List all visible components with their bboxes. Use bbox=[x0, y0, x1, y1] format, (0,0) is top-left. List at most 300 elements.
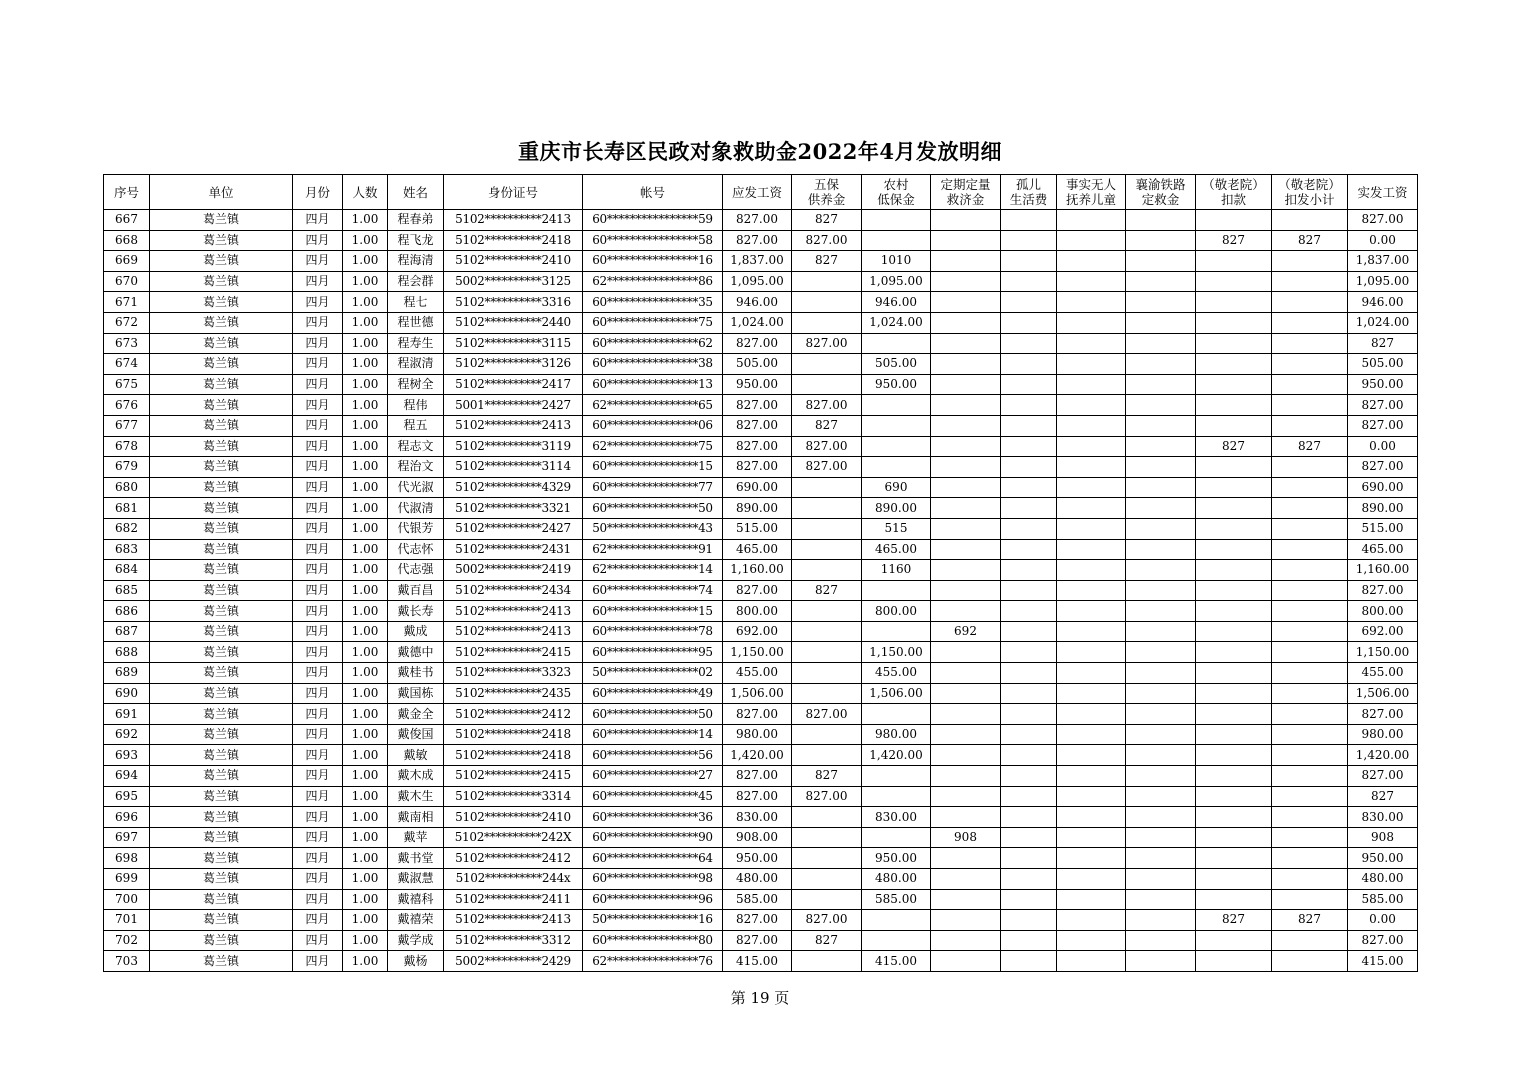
table-cell: 四月 bbox=[293, 786, 343, 807]
table-cell bbox=[1001, 477, 1057, 498]
table-cell: 1.00 bbox=[343, 869, 388, 890]
table-cell bbox=[1126, 374, 1196, 395]
table-cell: 四月 bbox=[293, 745, 343, 766]
table-cell: 908 bbox=[1348, 827, 1418, 848]
table-cell bbox=[1196, 766, 1272, 787]
table-cell: 1,506.00 bbox=[723, 683, 792, 704]
table-cell: 戴金全 bbox=[388, 704, 444, 725]
table-cell: 5001**********2427 bbox=[444, 395, 583, 416]
table-cell: 950.00 bbox=[1348, 374, 1418, 395]
table-cell bbox=[1272, 333, 1348, 354]
table-cell bbox=[862, 457, 931, 478]
table-cell: 1,420.00 bbox=[723, 745, 792, 766]
table-cell bbox=[1126, 395, 1196, 416]
table-cell: 1.00 bbox=[343, 477, 388, 498]
table-cell: 四月 bbox=[293, 292, 343, 313]
table-cell: 60****************38 bbox=[583, 354, 723, 375]
table-cell: 827.00 bbox=[1348, 395, 1418, 416]
table-cell: 四月 bbox=[293, 951, 343, 972]
table-cell bbox=[1057, 354, 1126, 375]
table-cell: 702 bbox=[104, 930, 150, 951]
table-cell: 60****************78 bbox=[583, 621, 723, 642]
table-cell: 1.00 bbox=[343, 786, 388, 807]
table-cell bbox=[1001, 210, 1057, 231]
table-cell: 465.00 bbox=[1348, 539, 1418, 560]
table-cell bbox=[1057, 415, 1126, 436]
table-cell: 1.00 bbox=[343, 951, 388, 972]
table-cell bbox=[1272, 766, 1348, 787]
table-cell bbox=[1196, 663, 1272, 684]
table-cell bbox=[792, 374, 862, 395]
table-row bbox=[104, 601, 1418, 622]
table-cell: 5102**********242X bbox=[444, 827, 583, 848]
table-cell: 515.00 bbox=[1348, 518, 1418, 539]
table-cell bbox=[931, 415, 1001, 436]
table-cell: 1160 bbox=[862, 560, 931, 581]
table-cell: 1.00 bbox=[343, 745, 388, 766]
table-cell bbox=[1272, 271, 1348, 292]
table-cell: 827.00 bbox=[792, 436, 862, 457]
table-cell: 葛兰镇 bbox=[150, 477, 293, 498]
table-cell: 690.00 bbox=[1348, 477, 1418, 498]
table-cell: 葛兰镇 bbox=[150, 766, 293, 787]
table-cell: 程志文 bbox=[388, 436, 444, 457]
table-cell: 四月 bbox=[293, 848, 343, 869]
table-row bbox=[104, 786, 1418, 807]
table-cell bbox=[1272, 745, 1348, 766]
table-cell bbox=[792, 807, 862, 828]
table-cell: 827 bbox=[792, 766, 862, 787]
table-cell bbox=[1272, 724, 1348, 745]
table-cell: 60****************75 bbox=[583, 312, 723, 333]
table-cell: 827.00 bbox=[792, 230, 862, 251]
table-cell bbox=[1196, 704, 1272, 725]
table-cell: 5102**********2434 bbox=[444, 580, 583, 601]
table-cell: 1,506.00 bbox=[1348, 683, 1418, 704]
table-cell: 827 bbox=[1196, 230, 1272, 251]
table-cell: 1.00 bbox=[343, 766, 388, 787]
table-cell: 890.00 bbox=[723, 498, 792, 519]
table-cell bbox=[1057, 498, 1126, 519]
table-cell: 1.00 bbox=[343, 889, 388, 910]
table-cell: 827 bbox=[1272, 910, 1348, 931]
column-header: 实发工资 bbox=[1348, 175, 1418, 210]
table-cell bbox=[792, 869, 862, 890]
table-row bbox=[104, 951, 1418, 972]
table-cell: 950.00 bbox=[1348, 848, 1418, 869]
table-row bbox=[104, 374, 1418, 395]
table-cell bbox=[1126, 827, 1196, 848]
table-cell: 827.00 bbox=[1348, 210, 1418, 231]
table-cell: 1.00 bbox=[343, 539, 388, 560]
table-cell: 0.00 bbox=[1348, 230, 1418, 251]
table-cell bbox=[1272, 663, 1348, 684]
table-cell: 1.00 bbox=[343, 601, 388, 622]
table-row bbox=[104, 415, 1418, 436]
table-cell: 701 bbox=[104, 910, 150, 931]
table-cell bbox=[1057, 292, 1126, 313]
table-cell: 827.00 bbox=[792, 910, 862, 931]
table-cell bbox=[1057, 683, 1126, 704]
table-cell: 5102**********2427 bbox=[444, 518, 583, 539]
table-cell: 四月 bbox=[293, 704, 343, 725]
table-cell bbox=[931, 642, 1001, 663]
table-cell bbox=[1001, 415, 1057, 436]
table-cell: 690 bbox=[104, 683, 150, 704]
table-cell bbox=[1001, 230, 1057, 251]
table-cell bbox=[1057, 477, 1126, 498]
table-cell: 694 bbox=[104, 766, 150, 787]
table-cell: 677 bbox=[104, 415, 150, 436]
table-cell: 5002**********2419 bbox=[444, 560, 583, 581]
table-cell: 葛兰镇 bbox=[150, 869, 293, 890]
table-cell: 827.00 bbox=[723, 457, 792, 478]
table-cell: 830.00 bbox=[862, 807, 931, 828]
table-cell: 703 bbox=[104, 951, 150, 972]
table-cell: 葛兰镇 bbox=[150, 786, 293, 807]
table-cell: 5102**********2410 bbox=[444, 251, 583, 272]
table-cell: 890.00 bbox=[1348, 498, 1418, 519]
table-row bbox=[104, 560, 1418, 581]
table-cell bbox=[1272, 621, 1348, 642]
table-cell: 程治文 bbox=[388, 457, 444, 478]
table-cell: 葛兰镇 bbox=[150, 704, 293, 725]
table-cell: 1,420.00 bbox=[1348, 745, 1418, 766]
table-cell bbox=[792, 601, 862, 622]
table-cell bbox=[1057, 704, 1126, 725]
table-cell: 葛兰镇 bbox=[150, 457, 293, 478]
table-row bbox=[104, 292, 1418, 313]
table-cell bbox=[931, 848, 1001, 869]
table-cell bbox=[1057, 910, 1126, 931]
table-cell: 1,024.00 bbox=[1348, 312, 1418, 333]
table-cell bbox=[931, 477, 1001, 498]
table-cell bbox=[1196, 889, 1272, 910]
table-cell: 1.00 bbox=[343, 333, 388, 354]
table-cell: 5102**********2435 bbox=[444, 683, 583, 704]
table-cell: 四月 bbox=[293, 415, 343, 436]
table-cell: 827.00 bbox=[1348, 704, 1418, 725]
column-header: 五保 供养金 bbox=[792, 175, 862, 210]
table-cell: 950.00 bbox=[862, 374, 931, 395]
table-cell: 戴成 bbox=[388, 621, 444, 642]
table-row bbox=[104, 642, 1418, 663]
table-cell bbox=[1196, 539, 1272, 560]
table-cell bbox=[1272, 518, 1348, 539]
table-cell bbox=[1272, 869, 1348, 890]
table-cell bbox=[931, 869, 1001, 890]
table-cell bbox=[1126, 910, 1196, 931]
table-cell: 葛兰镇 bbox=[150, 210, 293, 231]
table-cell: 667 bbox=[104, 210, 150, 231]
table-cell bbox=[1057, 724, 1126, 745]
table-cell: 葛兰镇 bbox=[150, 580, 293, 601]
table-cell bbox=[1272, 807, 1348, 828]
table-cell: 980.00 bbox=[1348, 724, 1418, 745]
table-cell: 827 bbox=[792, 930, 862, 951]
table-cell: 四月 bbox=[293, 683, 343, 704]
table-cell: 827.00 bbox=[723, 766, 792, 787]
table-cell: 戴禧荣 bbox=[388, 910, 444, 931]
table-cell: 四月 bbox=[293, 869, 343, 890]
table-cell bbox=[1272, 786, 1348, 807]
table-cell bbox=[1196, 477, 1272, 498]
table-body bbox=[104, 210, 1418, 972]
table-cell bbox=[1272, 292, 1348, 313]
table-cell: 1.00 bbox=[343, 724, 388, 745]
table-cell: 480.00 bbox=[723, 869, 792, 890]
table-cell bbox=[1272, 827, 1348, 848]
table-cell: 685 bbox=[104, 580, 150, 601]
table-cell bbox=[1196, 683, 1272, 704]
table-cell: 5102**********244x bbox=[444, 869, 583, 890]
table-cell: 670 bbox=[104, 271, 150, 292]
table-cell bbox=[792, 683, 862, 704]
table-cell: 程树全 bbox=[388, 374, 444, 395]
table-cell: 1.00 bbox=[343, 312, 388, 333]
table-cell bbox=[1001, 292, 1057, 313]
table-row bbox=[104, 333, 1418, 354]
table-cell: 946.00 bbox=[1348, 292, 1418, 313]
table-cell: 程五 bbox=[388, 415, 444, 436]
table-cell bbox=[931, 230, 1001, 251]
table-cell bbox=[1001, 560, 1057, 581]
table-cell bbox=[1057, 210, 1126, 231]
table-cell: 60****************06 bbox=[583, 415, 723, 436]
table-cell bbox=[1001, 601, 1057, 622]
table-cell bbox=[1057, 580, 1126, 601]
table-cell bbox=[862, 395, 931, 416]
table-row bbox=[104, 930, 1418, 951]
table-cell bbox=[1001, 766, 1057, 787]
table-cell: 四月 bbox=[293, 477, 343, 498]
table-cell bbox=[1057, 642, 1126, 663]
table-cell: 程世德 bbox=[388, 312, 444, 333]
table-cell bbox=[1272, 457, 1348, 478]
table-cell: 690 bbox=[862, 477, 931, 498]
table-cell bbox=[1001, 704, 1057, 725]
table-cell: 1.00 bbox=[343, 374, 388, 395]
table-cell: 827.00 bbox=[1348, 457, 1418, 478]
table-cell bbox=[1126, 580, 1196, 601]
table-cell: 1,024.00 bbox=[862, 312, 931, 333]
table-cell bbox=[1057, 436, 1126, 457]
table-cell: 葛兰镇 bbox=[150, 539, 293, 560]
table-cell bbox=[1057, 539, 1126, 560]
table-cell bbox=[1126, 333, 1196, 354]
table-row bbox=[104, 827, 1418, 848]
table-row bbox=[104, 498, 1418, 519]
column-header: 孤儿 生活费 bbox=[1001, 175, 1057, 210]
table-cell bbox=[1272, 642, 1348, 663]
table-cell bbox=[1196, 930, 1272, 951]
table-cell bbox=[1001, 663, 1057, 684]
table-cell: 程会群 bbox=[388, 271, 444, 292]
table-cell bbox=[1272, 560, 1348, 581]
table-cell: 葛兰镇 bbox=[150, 642, 293, 663]
table-cell: 代志怀 bbox=[388, 539, 444, 560]
table-cell bbox=[862, 910, 931, 931]
table-cell: 戴淑慧 bbox=[388, 869, 444, 890]
table-cell: 四月 bbox=[293, 663, 343, 684]
table-cell bbox=[792, 271, 862, 292]
table-cell: 葛兰镇 bbox=[150, 930, 293, 951]
table-cell bbox=[931, 724, 1001, 745]
table-cell: 四月 bbox=[293, 395, 343, 416]
table-cell bbox=[1057, 663, 1126, 684]
table-cell: 戴禧科 bbox=[388, 889, 444, 910]
table-cell: 四月 bbox=[293, 642, 343, 663]
table-cell: 5102**********2413 bbox=[444, 415, 583, 436]
table-cell: 葛兰镇 bbox=[150, 889, 293, 910]
table-cell: 5102**********2411 bbox=[444, 889, 583, 910]
table-cell bbox=[931, 601, 1001, 622]
table-cell bbox=[1126, 230, 1196, 251]
table-cell bbox=[1057, 951, 1126, 972]
table-cell: 1.00 bbox=[343, 457, 388, 478]
table-cell: 827 bbox=[1272, 436, 1348, 457]
table-cell: 827.00 bbox=[792, 457, 862, 478]
page-title: 重庆市长寿区民政对象救助金2022年4月发放明细 bbox=[517, 139, 1003, 164]
table-cell: 62****************91 bbox=[583, 539, 723, 560]
table-cell: 葛兰镇 bbox=[150, 724, 293, 745]
table-cell: 程七 bbox=[388, 292, 444, 313]
table-cell bbox=[931, 292, 1001, 313]
table-cell: 1.00 bbox=[343, 436, 388, 457]
table-cell bbox=[1272, 848, 1348, 869]
table-cell: 1.00 bbox=[343, 251, 388, 272]
table-cell bbox=[1001, 374, 1057, 395]
table-cell: 60****************49 bbox=[583, 683, 723, 704]
table-cell: 1.00 bbox=[343, 415, 388, 436]
table-cell bbox=[1057, 766, 1126, 787]
table-cell: 四月 bbox=[293, 930, 343, 951]
column-header: 定期定量 救济金 bbox=[931, 175, 1001, 210]
table-cell bbox=[1272, 498, 1348, 519]
table-cell bbox=[1272, 374, 1348, 395]
table-cell: 葛兰镇 bbox=[150, 807, 293, 828]
table-cell bbox=[1001, 580, 1057, 601]
table-cell: 代志强 bbox=[388, 560, 444, 581]
table-cell: 1,506.00 bbox=[862, 683, 931, 704]
table-cell: 60****************59 bbox=[583, 210, 723, 231]
table-cell: 827.00 bbox=[723, 333, 792, 354]
table-cell bbox=[931, 271, 1001, 292]
column-header: 帐号 bbox=[583, 175, 723, 210]
table-cell: 827.00 bbox=[1348, 930, 1418, 951]
table-cell bbox=[931, 580, 1001, 601]
table-cell: 827.00 bbox=[723, 704, 792, 725]
table-cell bbox=[1057, 333, 1126, 354]
table-cell: 515 bbox=[862, 518, 931, 539]
table-cell: 980.00 bbox=[723, 724, 792, 745]
table-cell: 戴百昌 bbox=[388, 580, 444, 601]
table-cell: 684 bbox=[104, 560, 150, 581]
table-cell: 689 bbox=[104, 663, 150, 684]
table-cell bbox=[1196, 621, 1272, 642]
table-cell bbox=[792, 889, 862, 910]
table-cell: 戴苹 bbox=[388, 827, 444, 848]
table-cell: 四月 bbox=[293, 210, 343, 231]
table-cell: 戴桂书 bbox=[388, 663, 444, 684]
table-cell: 葛兰镇 bbox=[150, 827, 293, 848]
table-cell: 四月 bbox=[293, 374, 343, 395]
table-cell bbox=[792, 724, 862, 745]
table-cell bbox=[1196, 724, 1272, 745]
table-cell bbox=[1057, 601, 1126, 622]
table-row bbox=[104, 312, 1418, 333]
table-cell bbox=[1057, 457, 1126, 478]
table-cell: 5102**********2417 bbox=[444, 374, 583, 395]
table-cell: 946.00 bbox=[723, 292, 792, 313]
table-cell: 程寿生 bbox=[388, 333, 444, 354]
table-cell: 四月 bbox=[293, 766, 343, 787]
table-cell bbox=[1057, 251, 1126, 272]
table-cell: 葛兰镇 bbox=[150, 621, 293, 642]
table-cell: 908 bbox=[931, 827, 1001, 848]
table-cell: 1,024.00 bbox=[723, 312, 792, 333]
table-cell: 葛兰镇 bbox=[150, 374, 293, 395]
table-cell: 60****************95 bbox=[583, 642, 723, 663]
table-cell: 50****************43 bbox=[583, 518, 723, 539]
table-cell bbox=[1001, 745, 1057, 766]
table-cell bbox=[1196, 560, 1272, 581]
table-cell: 葛兰镇 bbox=[150, 292, 293, 313]
table-row bbox=[104, 518, 1418, 539]
table-cell: 60****************80 bbox=[583, 930, 723, 951]
table-cell: 戴俊国 bbox=[388, 724, 444, 745]
table-cell: 908.00 bbox=[723, 827, 792, 848]
table-cell bbox=[862, 210, 931, 231]
table-cell: 1.00 bbox=[343, 663, 388, 684]
table-cell: 戴南相 bbox=[388, 807, 444, 828]
table-cell: 5102**********2415 bbox=[444, 766, 583, 787]
table-cell bbox=[1001, 539, 1057, 560]
table-cell: 827.00 bbox=[1348, 766, 1418, 787]
table-cell: 695 bbox=[104, 786, 150, 807]
table-cell: 60****************58 bbox=[583, 230, 723, 251]
table-cell: 1,160.00 bbox=[1348, 560, 1418, 581]
table-cell: 葛兰镇 bbox=[150, 601, 293, 622]
table-cell: 60****************36 bbox=[583, 807, 723, 828]
table-cell: 827 bbox=[1348, 333, 1418, 354]
table-cell: 戴长寿 bbox=[388, 601, 444, 622]
table-cell: 50****************16 bbox=[583, 910, 723, 931]
table-cell: 890.00 bbox=[862, 498, 931, 519]
table-cell bbox=[1001, 910, 1057, 931]
table-cell: 葛兰镇 bbox=[150, 848, 293, 869]
table-cell bbox=[931, 766, 1001, 787]
table-cell: 葛兰镇 bbox=[150, 745, 293, 766]
table-cell: 程淑清 bbox=[388, 354, 444, 375]
table-cell bbox=[1272, 704, 1348, 725]
table-cell: 674 bbox=[104, 354, 150, 375]
table-cell bbox=[931, 745, 1001, 766]
table-cell bbox=[1057, 518, 1126, 539]
table-row bbox=[104, 848, 1418, 869]
table-cell bbox=[1196, 601, 1272, 622]
table-cell bbox=[1001, 271, 1057, 292]
table-cell bbox=[1196, 292, 1272, 313]
table-row bbox=[104, 869, 1418, 890]
table-cell bbox=[1126, 930, 1196, 951]
table-cell: 692 bbox=[104, 724, 150, 745]
table-cell bbox=[1057, 807, 1126, 828]
table-cell: 465.00 bbox=[723, 539, 792, 560]
table-cell: 戴木生 bbox=[388, 786, 444, 807]
table-cell: 代淑清 bbox=[388, 498, 444, 519]
table-cell bbox=[792, 745, 862, 766]
